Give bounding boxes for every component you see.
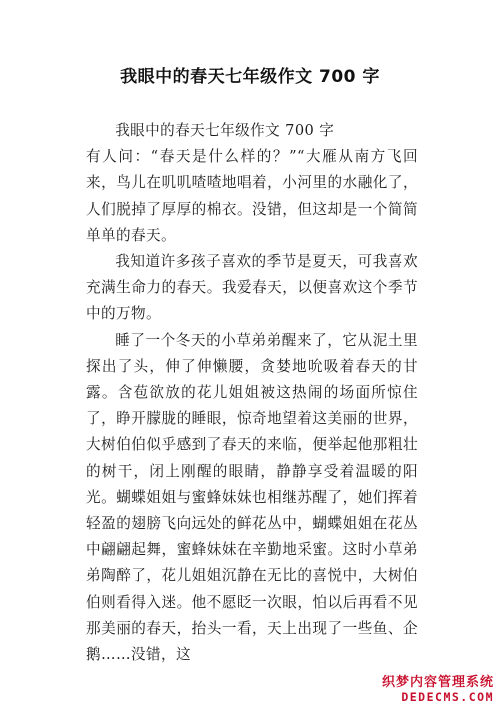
paragraph: 我知道许多孩子喜欢的季节是夏天，可我喜欢充满生命力的春天。我爱春天，以便喜欢这个季节中的万物。 [86,253,418,323]
document-title: 我眼中的春天七年级作文 700 字 [120,67,380,87]
watermark-cn-text: 织梦内容管理系统 [381,674,494,690]
watermark [382,676,494,704]
watermark-domain-text: DEDECMS.COM [401,689,494,704]
paragraph: 有人问：“春天是什么样的？”“大雁从南方飞回来，鸟儿在叽叽喳喳地唱着，小河里的水融化了，人们脱掉了厚厚的棉衣。没错，但这却是一个简简单单的春天。 [86,148,418,244]
paragraph-heading: 我眼中的春天七年级作文 700 字 [115,122,335,139]
document-body [86,118,418,668]
paragraph: 睡了一个冬天的小草弟弟醒来了，它从泥土里探出了头，伸了伸懒腰，贪婪地吮吸着春天的甘露。含苞欲放的花儿姐姐被这热闹的场面所惊住了，睁开朦胧的睡眼，惊奇地望着这美丽的世界，大树伯伯似乎感到了春天的来临，便举起他那粗壮的树干，闭上刚醒的眼睛，静静享受着温暖的阳光。蝴蝶姐姐与蜜蜂妹妹也相继苏醒了，她们挥着轻盈的翅膀飞向远处的鲜花丛中，蝴蝶姐姐在花丛中翩翩起舞，蜜蜂妹妹在辛勤地采蜜。这时小草弟弟陶醉了，花儿姐姐沉静在无比的喜悦中，大树伯伯则看得入迷。他不愿眨一次眼，怕以后再看不见那美丽的春天，抬头一看，天上出现了一些鱼、企鹅……没错，这 [86,331,418,664]
